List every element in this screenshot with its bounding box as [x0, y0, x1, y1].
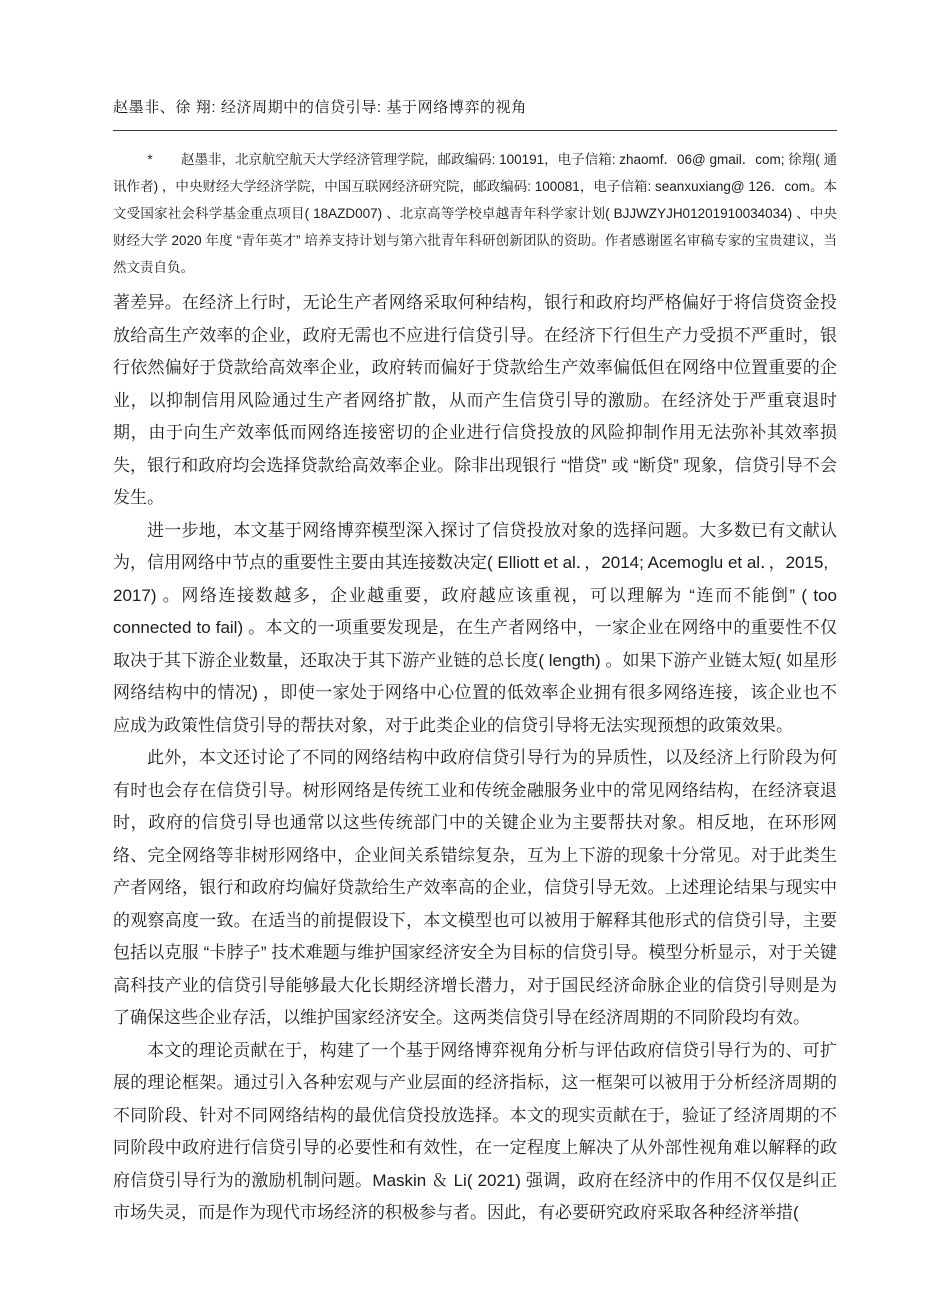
paragraph-text: 著差异。在经济上行时，无论生产者网络采取何种结构，银行和政府均严格偏好于将信贷资金投放给高生产效率的企业，政府无需也不应进行信贷引导。在经济下行但生产力受损不严重时，银行依然偏好于贷款给高效率企业，政府转而偏好于贷款给生产效率偏低但在网络中位置重要的企业，以抑制信用风险通过生产者网络扩散，从而产生信贷引导的激励。在经济处于严重衰退时期，由于向生产效率低而网络连接密切的企业进行信贷投放的风险抑制作用无法弥补其效率损失，银行和政府均会选择贷款给高效率企业。除非出现银行 “惜贷” 或 “断贷” 现象，信贷引导不会发生。 — [113, 293, 837, 507]
body-paragraph — [113, 515, 837, 743]
body-paragraph — [113, 742, 837, 1035]
body-paragraph — [113, 1035, 837, 1230]
body-paragraph — [113, 287, 837, 515]
paragraph-text: 2017) 。网络连接数越多，企业越重要，政府越应该重视，可以理解为 “连而不能倒” ( too connected to fail) 。本文的一项重要发现是，在生产者网络中，一家企业在网络中的重要性不仅取决于其下游企业数量，还取决于其下游产业链的总长度( length) 。如果下游产业链太短( 如星形网络结构中的情况) ，即使一家处于网络中心位置的低效率企业拥有很多网络连接，该企业也不应成为政策性信贷引导的帮扶对象，对于此类企业的信贷引导将无法实现预想的政策效果。 — [113, 585, 837, 735]
running-head: 赵墨非、徐 翔: 经济周期中的信贷引导: 基于网络博弈的视角 — [113, 99, 527, 116]
footnote-block — [113, 146, 837, 281]
article-body — [113, 287, 837, 1230]
paragraph-text: 此外，本文还讨论了不同的网络结构中政府信贷引导行为的异质性，以及经济上行阶段为何有时也会存在信贷引导。树形网络是传统工业和传统金融服务业中的常见网络结构，在经济衰退时，政府的信贷引导也通常以这些传统部门中的关键企业为主要帮扶对象。相反地，在环形网络、完全网络等非树形网络中，企业间关系错综复杂，互为上下游的现象十分常见。对于此类生产者网络，银行和政府均偏好贷款给生产效率高的企业，信贷引导无效。上述理论结果与现实中的观察高度一致。在适当的前提假设下，本文模型也可以被用于解释其他形式的信贷引导，主要包括以克服 “卡脖子” 技术难题与维护国家经济安全为目标的信贷引导。模型分析显示，对于关键高科技产业的信贷引导能够最大化长期经济增长潜力，对于国民经济命脉企业的信贷引导则是为了确保这些企业存活，以维护国家经济安全。这两类信贷引导在经济周期的不同阶段均有效。 — [113, 748, 837, 1027]
footnote-text: 赵墨非，北京航空航天大学经济管理学院，邮政编码: 100191，电子信箱: zhaomf．06@ gmail．com; 徐翔( 通讯作者) ，中央财经大学经济学院，中国互联网经济研究院，邮政编码: 100081，电子信箱: seanxuxiang@ 126．com。本文受国家社会科学基金重点项目( 18AZD007) 、北京高等学校卓越青年科学家计划( BJJWZYJH01201910034034) 、中央财经大学 2020 年度 “青年英才” 培养支持计划与第六批青年科研创新团队的资助。作者感谢匿名审稿专家的宝贵建议，当然文责自负。 — [113, 152, 837, 275]
paragraph-text: 进一步地，本文基于网络博弈模型深入探讨了信贷投放对象的选择问题。大多数已有文献认为，信用网络中节点的重要性主要由其连接数决定( Elliott et al．，2014; Acemoglu et al．，2015, — [113, 520, 837, 572]
page-header — [113, 96, 837, 131]
header-divider — [113, 130, 837, 131]
paragraph-text: 本文的理论贡献在于，构建了一个基于网络博弈视角分析与评估政府信贷引导行为的、可扩展的理论框架。通过引入各种宏观与产业层面的经济指标，这一框架可以被用于分析经济周期的不同阶段、针对不同网络结构的最优信贷投放选择。本文的现实贡献在于，验证了经济周期的不同阶段中政府进行信贷引导的必要性和有效性，在一定程度上解决了从外部性视角难以解释的政府信贷引导行为的激励机制问题。Maskin ＆ Li( 2021) 强调，政府在经济中的作用不仅仅是纠正市场失灵，而是作为现代市场经济的积极参与者。因此，有必要研究政府采取各种经济举措( — [113, 1040, 837, 1222]
footnote-marker: * — [147, 152, 153, 167]
footnote-paragraph — [113, 146, 837, 281]
